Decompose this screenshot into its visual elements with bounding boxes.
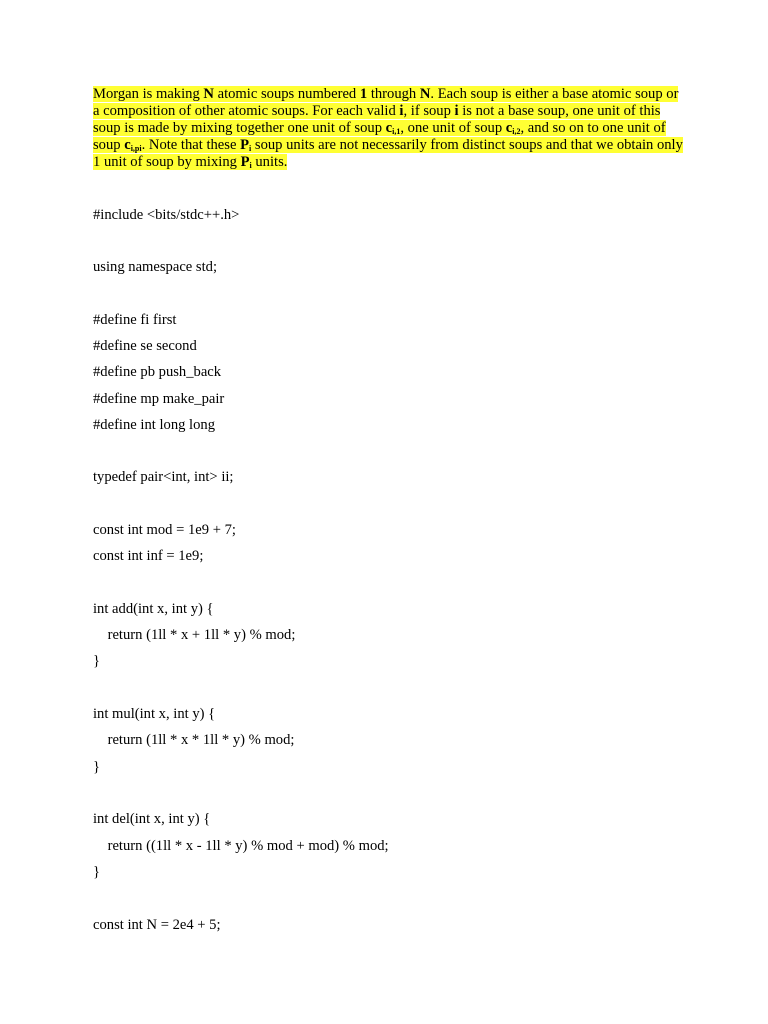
problem-statement <box>93 86 683 171</box>
subscript-i1: i,1 <box>392 127 401 136</box>
code-line: return (1ll * x * 1ll * y) % mod; <box>93 732 295 748</box>
code-line: using namespace std; <box>93 259 218 275</box>
bold-p: P <box>240 137 250 153</box>
text-span: . Note that these <box>141 137 241 153</box>
code-line: int del(int x, int y) { <box>93 811 211 827</box>
code-line: return (1ll * x + 1ll * y) % mod; <box>93 627 296 643</box>
bold-i: i <box>399 103 404 119</box>
code-line: const int inf = 1e9; <box>93 548 204 564</box>
bold-n: N <box>203 86 214 102</box>
bold-c: c <box>385 120 393 136</box>
bold-p: P <box>240 154 250 170</box>
text-span: units. <box>251 154 288 170</box>
code-line: const int mod = 1e9 + 7; <box>93 522 236 538</box>
text-span: . Each soup is either a base atomic soup or a composition of other atomic soups. For each valid <box>93 86 679 119</box>
code-line: #include <bits/stdc++.h> <box>93 207 240 223</box>
subscript-i: i <box>249 144 252 153</box>
text-span: , if soup <box>403 103 455 119</box>
code-line: #define mp make_pair <box>93 391 225 407</box>
bold-i: i <box>454 103 459 119</box>
bold-n: N <box>419 86 431 102</box>
highlighted-text <box>93 86 683 170</box>
code-line: #define int long long <box>93 417 216 433</box>
text-span: is not a base soup, one unit of this soup is made by mixing together one unit of soup <box>93 103 661 136</box>
code-line: #define fi first <box>93 312 177 328</box>
text-span: through <box>367 86 420 102</box>
code-line: } <box>93 864 101 880</box>
bold-c: c <box>505 120 513 136</box>
text-span: atomic soups numbered <box>213 86 360 102</box>
code-line: const int N = 2e4 + 5; <box>93 917 221 933</box>
code-line: typedef pair<int, int> ii; <box>93 469 234 485</box>
text-span: , one unit of soup <box>400 120 506 136</box>
bold-one: 1 <box>359 86 368 102</box>
text-span: soup units are not necessarily from distinct soups and that we obtain only 1 unit of soup by mixing <box>93 137 683 170</box>
code-line: #define se second <box>93 338 197 354</box>
subscript-ipi: i,pi <box>130 144 142 153</box>
subscript-i2: i,2 <box>512 127 521 136</box>
code-line: #define pb push_back <box>93 364 222 380</box>
code-line: int mul(int x, int y) { <box>93 706 216 722</box>
subscript-i: i <box>249 161 252 170</box>
code-line: return ((1ll * x - 1ll * y) % mod + mod) % mod; <box>93 838 389 854</box>
text-span: Morgan is making <box>93 86 204 102</box>
code-line: } <box>93 759 101 775</box>
code-line: int add(int x, int y) { <box>93 601 214 617</box>
code-line: } <box>93 653 101 669</box>
bold-c: c <box>124 137 131 153</box>
text-span: , and so on to one unit of soup <box>93 120 666 153</box>
